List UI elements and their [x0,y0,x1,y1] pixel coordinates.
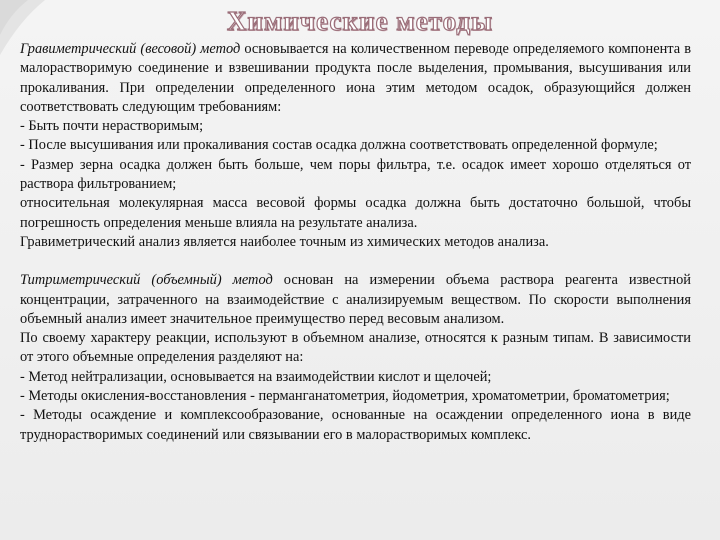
slide-body [20,40,691,445]
titrimetric-term: Титриметрический (объемный) метод [20,272,273,289]
section-gap [20,252,691,271]
requirement-2: - После высушивания или прокаливания состав осадка должна соответствовать определенной формуле; [20,137,658,154]
requirement-1: - Быть почти нерастворимым; [20,118,204,135]
titrimetric-paragraph [20,271,691,329]
requirement-4: относительная молекулярная масса весовой формы осадка должна быть достаточно большой, чтобы погрешность определения меньше влияла на результате анализа. [20,195,691,231]
gravimetric-term: Гравиметрический (весовой) метод [20,41,241,57]
method-type-2: - Методы окисления-восстановления - перманганатометрия, йодометрия, хроматометрии, броматометрия; [20,388,670,405]
method-type-3: - Методы осаждение и комплексообразование, основанные на осаждении определенного иона в виде труднорастворимых соединений или связывании его в малорастворимых комплекс. [20,407,691,443]
gravimetric-intro: основывается на количественном переводе определяемого компонента в малорастворимую соединение и взвешивании продукта после выделения, промывания, высушивания или прокаливания. При определении определенного иона этим методом осадок, образующийся должен соответствовать следующим требованиям: [20,41,691,115]
gravimetric-paragraph [20,40,691,117]
method-type-1: - Метод нейтрализации, основывается на взаимодействии кислот и щелочей; [20,368,492,385]
slide-title: Химические методы [226,6,494,36]
requirement-3: - Размер зерна осадка должен быть больше, чем поры фильтра, т.е. осадок имеет хорошо отделяться от раствора фильтрованием; [20,156,691,193]
titrimetric-intro: основан на измерении объема раствора реагента известной концентрации, затраченного на взаимодействие с анализируемым веществом. По скорости выполнения объемный анализ имеет значительное преимущество перед весовым анализом. [20,272,691,327]
titrimetric-types-intro: По своему характеру реакции, используют в объемном анализе, относятся к разным типам. В зависимости от этого объемные определения разделяют на: [20,330,691,366]
gravimetric-conclusion: Гравиметрический анализ является наиболее точным из химических методов анализа. [20,233,549,250]
